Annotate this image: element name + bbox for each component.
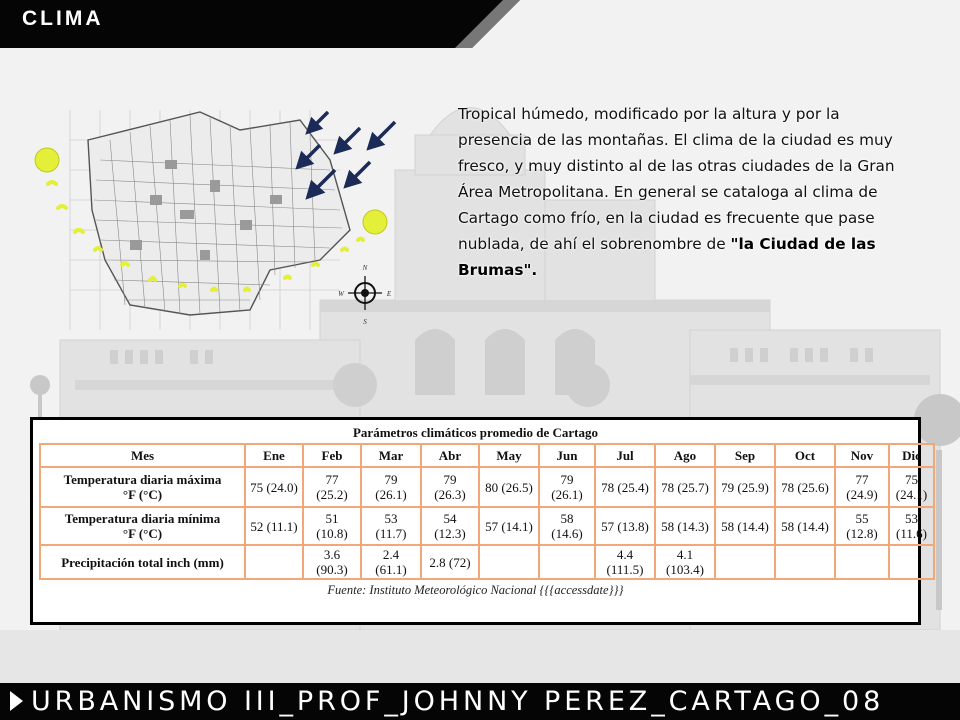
table-cell: 79 (25.9)	[715, 467, 775, 507]
table-cell: 58 (14.4)	[715, 507, 775, 545]
row-label: Temperatura diaria mínima °F (°C)	[40, 507, 245, 545]
column-header: Sep	[715, 444, 775, 467]
table-cell	[245, 545, 303, 579]
row-label: Temperatura diaria máxima °F (°C)	[40, 467, 245, 507]
header-bar	[0, 0, 960, 48]
city-map	[30, 100, 430, 420]
table-cell	[835, 545, 889, 579]
page-title: CLIMA	[22, 7, 104, 30]
compass-north-label: N	[362, 264, 368, 272]
table-cell	[889, 545, 934, 579]
column-header: Nov	[835, 444, 889, 467]
wind-arrows	[298, 112, 395, 197]
climate-description	[458, 101, 898, 283]
compass-south-label: S	[363, 318, 367, 326]
table-row	[40, 467, 934, 507]
description-highlight: "la Ciudad de las Brumas".	[458, 235, 876, 279]
table-cell: 58 (14.6)	[539, 507, 595, 545]
column-header: Jul	[595, 444, 655, 467]
table-cell: 79 (26.1)	[539, 467, 595, 507]
footer-title: URBANISMO III_PROF_JOHNNY PEREZ_CARTAGO_08	[31, 686, 885, 717]
table-row	[40, 545, 934, 579]
table-cell: 54 (12.3)	[421, 507, 479, 545]
header-shape	[0, 0, 960, 48]
table-cell: 75 (24.1)	[889, 467, 934, 507]
table-cell: 2.8 (72)	[421, 545, 479, 579]
table-cell: 75 (24.0)	[245, 467, 303, 507]
table-cell	[775, 545, 835, 579]
sun-icon	[363, 210, 387, 234]
table-cell: 53 (11.7)	[361, 507, 421, 545]
column-header: Dic	[889, 444, 934, 467]
table-cell: 51 (10.8)	[303, 507, 361, 545]
climate-table-panel	[30, 417, 928, 625]
table-cell	[539, 545, 595, 579]
table-cell: 79 (26.1)	[361, 467, 421, 507]
table-cell: 78 (25.6)	[775, 467, 835, 507]
table-cell: 78 (25.7)	[655, 467, 715, 507]
footer-bar	[0, 683, 960, 720]
table-cell: 57 (14.1)	[479, 507, 539, 545]
compass-west-label: W	[338, 290, 344, 298]
column-header: May	[479, 444, 539, 467]
table-cell: 79 (26.3)	[421, 467, 479, 507]
table-row	[40, 507, 934, 545]
column-header: Ago	[655, 444, 715, 467]
description-text: Tropical húmedo, modificado por la altura y por la presencia de las montañas. El clima de la ciudad es muy fresco, y muy distinto al de las otras ciudades de la Gran Área Metropolitana. En general se cataloga al clima de Cartago como frío, en la ciudad es frecuente que pase nublada, de ahí el sobrenombre de	[458, 105, 895, 253]
table-cell: 58 (14.4)	[775, 507, 835, 545]
table-cell: 4.1 (103.4)	[655, 545, 715, 579]
table-cell: 55 (12.8)	[835, 507, 889, 545]
table-cell: 57 (13.8)	[595, 507, 655, 545]
column-header: Oct	[775, 444, 835, 467]
table-cell: 2.4 (61.1)	[361, 545, 421, 579]
column-header: Feb	[303, 444, 361, 467]
column-header: Ene	[245, 444, 303, 467]
table-cell: 4.4 (111.5)	[595, 545, 655, 579]
table-cell: 77 (24.9)	[835, 467, 889, 507]
table-cell	[715, 545, 775, 579]
table-cell	[479, 545, 539, 579]
table-source: Fuente: Instituto Meteorológico Nacional {{{accessdate}}}	[327, 583, 624, 597]
column-header: Mes	[40, 444, 245, 467]
compass-east-label: E	[386, 290, 392, 298]
row-label: Precipitación total inch (mm)	[40, 545, 245, 579]
table-cell: 78 (25.4)	[595, 467, 655, 507]
table-header-row	[40, 444, 934, 467]
table-cell: 52 (11.1)	[245, 507, 303, 545]
table-title: Parámetros climáticos promedio de Cartago	[352, 425, 599, 440]
table-cell: 77 (25.2)	[303, 467, 361, 507]
table-cell: 80 (26.5)	[479, 467, 539, 507]
compass-icon	[338, 264, 392, 326]
climate-table	[39, 443, 935, 580]
table-cell: 3.6 (90.3)	[303, 545, 361, 579]
table-cell: 53 (11.6)	[889, 507, 934, 545]
column-header: Abr	[421, 444, 479, 467]
play-arrow-icon	[10, 691, 23, 711]
table-cell: 58 (14.3)	[655, 507, 715, 545]
column-header: Mar	[361, 444, 421, 467]
sun-icon	[35, 148, 59, 172]
column-header: Jun	[539, 444, 595, 467]
